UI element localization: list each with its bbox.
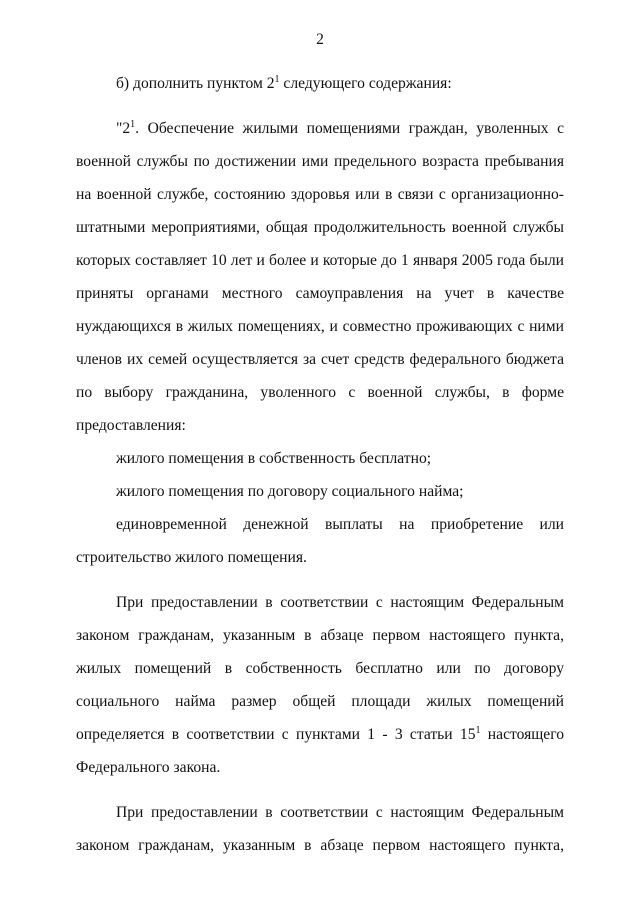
paragraph-option-social-rent: жилого помещения по договору социального найма;	[116, 483, 464, 500]
superscript: 1	[475, 724, 481, 736]
paragraph-amendment-intro: б) дополнить пунктом $2^1$ следующего содержания:	[116, 73, 452, 92]
superscript: 1	[274, 73, 280, 85]
paragraph-option-payment: единовременной денежной выплаты на приобретение или строительство жилого помещения.	[76, 516, 564, 566]
page-number: 2	[316, 31, 324, 48]
superscript: 1	[130, 118, 136, 130]
document-body	[76, 67, 564, 862]
paragraph-option-ownership: жилого помещения в собственность бесплатно;	[116, 450, 432, 467]
paragraph-continued: При предоставлении в соответствии с настоящим Федеральным законом гражданам, указанным в абзаце первом настоящего пункта,	[76, 804, 564, 854]
paragraph-clause-2-1: "$2^1$. Обеспечение жилыми помещениями граждан, уволенных с военной службы по достижении ими предельного возраста пребывания на военной службе, состоянию здоровья или в связи с организационно-штатными мероприятиями, общая продолжительность военной службы которых составляет 10 лет и более и которые до 1 января 2005 года были приняты органами местного самоуправления на учет в качестве нуждающихся в жилых помещениях, и совместно проживающих с ними членов их семей осуществляется за счет средств федерального бюджета по выбору гражданина, уволенного с военной службы, в форме предоставления:	[76, 118, 564, 434]
paragraph-area-size: При предоставлении в соответствии с настоящим Федеральным законом гражданам, указанным в абзаце первом настоящего пункта, жилых помещений в собственность бесплатно или по договору социального найма размер общей площади жилых помещений определяется в соответствии с пунктами 1 - 3 статьи $15^1$ настоящего Федерального закона.	[76, 594, 564, 776]
